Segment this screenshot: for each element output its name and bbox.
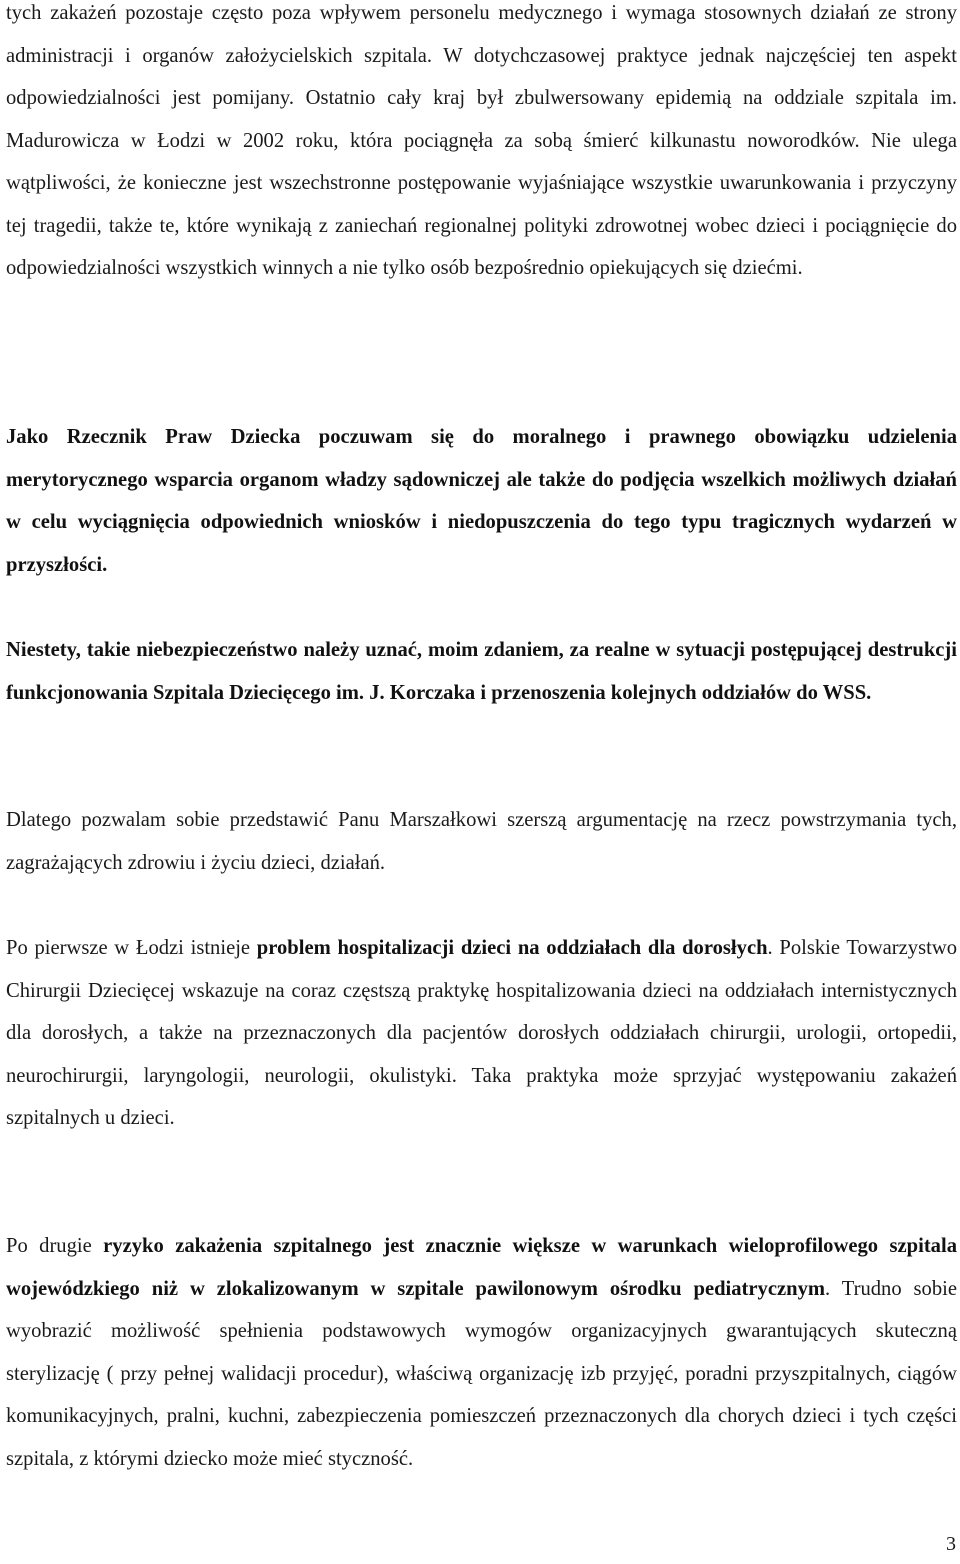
paragraph-3 xyxy=(6,629,957,714)
paragraph-6-text-start: Po drugie xyxy=(6,1235,104,1257)
paragraph-3-bold-text: Niestety, takie niebezpieczeństwo należy uznać, moim zdaniem, za realne w sytuacji postępującej destrukcji funkcjonowania Szpitala Dziecięcego im. J. Korczaka i przenoszenia kolejnych oddziałów do WSS. xyxy=(6,639,957,704)
paragraph-4 xyxy=(6,799,957,884)
paragraph-6-bold-text: ryzyko zakażenia szpitalnego jest znacznie większe w warunkach wieloprofilowego szpitala wojewódzkiego niż w zlokalizowanym w szpitale pawilonowym ośrodku pediatrycznym xyxy=(6,1235,957,1300)
paragraph-5-text-start: Po pierwsze w Łodzi istnieje xyxy=(6,937,257,959)
paragraph-5-bold-text: problem hospitalizacji dzieci na oddziałach dla dorosłych xyxy=(256,937,768,959)
paragraph-6 xyxy=(6,1225,957,1480)
paragraph-2 xyxy=(6,416,957,586)
page-number: 3 xyxy=(946,1533,956,1555)
paragraph-1-text: tych zakażeń pozostaje często poza wpływem personelu medycznego i wymaga stosownych działań ze strony administracji i organów założycielskich szpitala. W dotychczasowej praktyce jednak najczęściej ten aspekt odpowiedzialności jest pomijany. Ostatnio cały kraj był zbulwersowany epidemią na oddziale szpitala im. Madurowicza w Łodzi w 2002 roku, która pociągnęła za sobą śmierć kilkunastu noworodków. Nie ulega wątpliwości, że konieczne jest wszechstronne postępowanie wyjaśniające wszystkie uwarunkowania i przyczyny tej tragedii, także te, które wynikają z zaniechań regionalnej polityki zdrowotnej wobec dzieci i pociągnięcie do odpowiedzialności wszystkich winnych a nie tylko osób bezpośrednio opiekujących się dziećmi. xyxy=(6,2,957,279)
paragraph-4-text: Dlatego pozwalam sobie przedstawić Panu Marszałkowi szerszą argumentację na rzecz powstrzymania tych, zagrażających zdrowiu i życiu dzieci, działań. xyxy=(6,809,957,874)
paragraph-1 xyxy=(6,0,957,290)
paragraph-6-text-end: . Trudno sobie wyobrazić możliwość spełnienia podstawowych wymogów organizacyjnych gwarantujących skuteczną sterylizację ( przy pełnej walidacji procedur), właściwą organizację izb przyjęć, poradni przyszpitalnych, ciągów komunikacyjnych, pralni, kuchni, zabezpieczenia pomieszczeń przeznaczonych dla chorych dzieci i tych części szpitala, z którymi dziecko może mieć styczność. xyxy=(6,1277,957,1470)
paragraph-5-text-end: . Polskie Towarzystwo Chirurgii Dziecięcej wskazuje na coraz częstszą praktykę hospitalizowania dzieci na oddziałach internistycznych dla dorosłych, a także na przeznaczonych dla pacjentów dorosłych oddziałach chirurgii, urologii, ortopedii, neurochirurgii, laryngologii, neurologii, okulistyki. Taka praktyka może sprzyjać występowaniu zakażeń szpitalnych u dzieci. xyxy=(6,937,957,1129)
paragraph-5 xyxy=(6,927,957,1140)
paragraph-2-bold-text: Jako Rzecznik Praw Dziecka poczuwam się do moralnego i prawnego obowiązku udzielenia merytorycznego wsparcia organom władzy sądowniczej ale także do podjęcia wszelkich możliwych działań w celu wyciągnięcia odpowiednich wniosków i niedopuszczenia do tego typu tragicznych wydarzeń w przyszłości. xyxy=(6,426,957,576)
